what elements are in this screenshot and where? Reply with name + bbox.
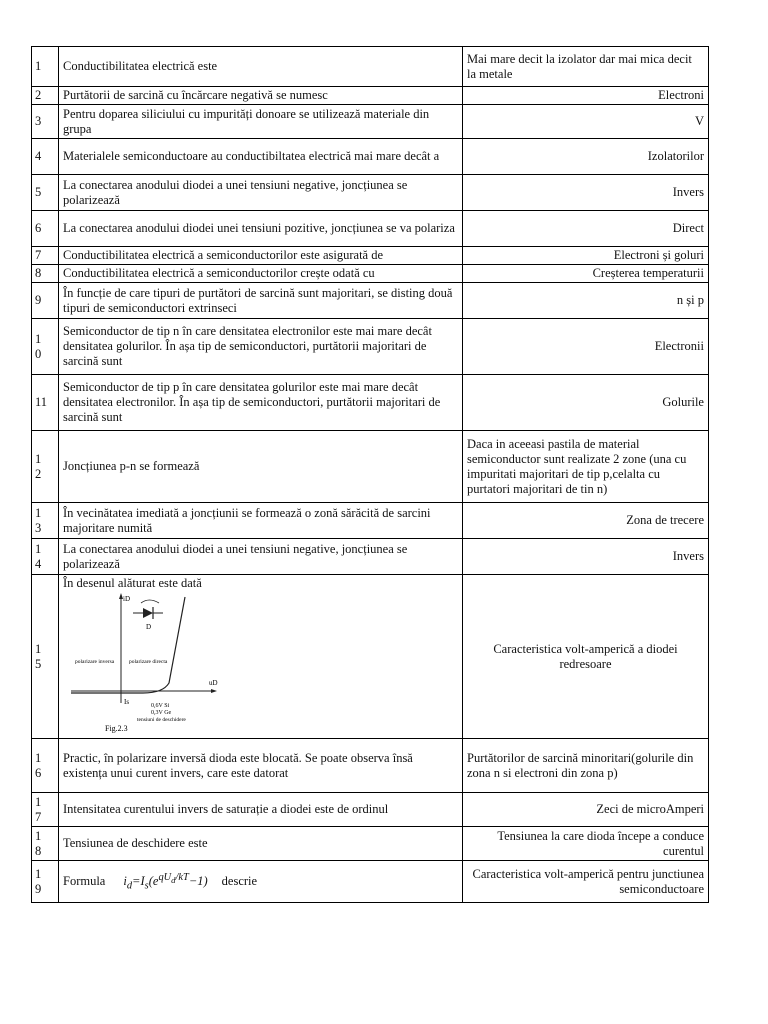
table-row xyxy=(32,319,709,375)
label-dir: polarizare directa xyxy=(129,659,168,665)
answer-cell: Electroni și goluri xyxy=(463,247,709,265)
row-number: 9 xyxy=(32,283,59,319)
table-row xyxy=(32,283,709,319)
table-row xyxy=(32,175,709,211)
row-number: 1 3 xyxy=(32,503,59,539)
label-d: D xyxy=(146,623,152,631)
question-cell: Conductibilitatea electrică a semiconductorilor crește odată cu xyxy=(59,265,463,283)
answer-cell: n și p xyxy=(463,283,709,319)
figure-caption: Fig.2.3 xyxy=(105,724,128,733)
row-number: 1 4 xyxy=(32,539,59,575)
question-text: În desenul alăturat este dată xyxy=(63,576,202,590)
table-row xyxy=(32,211,709,247)
question-cell: La conectarea anodului diodei a unei tensiuni negative, joncțiunea se polarizează xyxy=(59,539,463,575)
answer-cell: Direct xyxy=(463,211,709,247)
answer-cell: Purtătorilor de sarcină minoritari(golurile din zona n si electroni din zona p) xyxy=(463,739,709,793)
question-cell: În funcție de care tipuri de purtători de sarcină sunt majoritari, se disting două tipuri de semiconductori extrinseci xyxy=(59,283,463,319)
table-row xyxy=(32,139,709,175)
table-row xyxy=(32,105,709,139)
answer-cell: Creșterea temperaturii xyxy=(463,265,709,283)
answer-cell: V xyxy=(463,105,709,139)
question-cell: Conductibilitatea electrică a semiconductorilor este asigurată de xyxy=(59,247,463,265)
answer-cell: Mai mare decit la izolator dar mai mica decit la metale xyxy=(463,47,709,87)
table-row xyxy=(32,431,709,503)
table-row xyxy=(32,793,709,827)
iv-curve xyxy=(71,597,185,693)
row-number: 1 0 xyxy=(32,319,59,375)
row-number: 5 xyxy=(32,175,59,211)
row-number: 1 9 xyxy=(32,861,59,903)
question-cell: Purtătorii de sarcină cu încărcare negativă se numesc xyxy=(59,87,463,105)
table-row xyxy=(32,265,709,283)
row-number: 2 xyxy=(32,87,59,105)
row-number: 3 xyxy=(32,105,59,139)
answer-cell: Invers xyxy=(463,539,709,575)
question-cell: În vecinătatea imediată a joncțiunii se formează o zonă sărăcită de sarcini majoritare numită xyxy=(59,503,463,539)
answer-cell: Zeci de microAmperi xyxy=(463,793,709,827)
diode-iv-graph xyxy=(63,593,233,733)
label-id: iD xyxy=(123,595,130,603)
formula-prefix: Formula xyxy=(63,873,106,888)
label-is: Is xyxy=(124,698,130,706)
question-cell: Semiconductor de tip n în care densitatea electronilor este mai mare decât densitatea golurilor. În așa tip de semiconductori, purtătorii majoritari de sarcină sunt xyxy=(59,319,463,375)
row-number: 1 5 xyxy=(32,575,59,739)
table-row xyxy=(32,739,709,793)
row-number: 8 xyxy=(32,265,59,283)
row-number: 1 xyxy=(32,47,59,87)
table-row xyxy=(32,539,709,575)
row-number: 1 7 xyxy=(32,793,59,827)
x-axis-arrow xyxy=(211,689,217,693)
table-row xyxy=(32,247,709,265)
label-ge: 0,3V Ge xyxy=(151,710,172,716)
table-row xyxy=(32,503,709,539)
answer-cell: Electroni xyxy=(463,87,709,105)
answer-cell: Caracteristica volt-amperică a diodei redresoare xyxy=(463,575,709,739)
answer-cell: Invers xyxy=(463,175,709,211)
answer-cell: Golurile xyxy=(463,375,709,431)
label-ud: uD xyxy=(209,679,218,687)
question-cell: Tensiunea de deschidere este xyxy=(59,827,463,861)
question-cell: La conectarea anodului diodei a unei tensiuni negative, joncțiunea se polarizează xyxy=(59,175,463,211)
row-number: 1 2 xyxy=(32,431,59,503)
table-row xyxy=(32,47,709,87)
question-cell: Conductibilitatea electrică este xyxy=(59,47,463,87)
question-cell: Materialele semiconductoare au conductibiltatea electrică mai mare decât a xyxy=(59,139,463,175)
question-cell: Joncțiunea p-n se formează xyxy=(59,431,463,503)
table-row xyxy=(32,87,709,105)
diode-equation: $i_d=I_s(e^{qU_d/kT}-1)$ xyxy=(123,871,208,892)
answer-cell: Caracteristica volt-amperică pentru junctiunea semiconductoare xyxy=(463,861,709,903)
diode-symbol xyxy=(143,608,153,618)
question-cell: Intensitatea curentului invers de saturație a diodei este de ordinul xyxy=(59,793,463,827)
answer-cell: Electronii xyxy=(463,319,709,375)
question-cell xyxy=(59,575,463,739)
question-cell: La conectarea anodului diodei unei tensiuni pozitive, joncțiunea se va polariza xyxy=(59,211,463,247)
answer-cell: Tensiunea la care dioda începe a conduce curentul xyxy=(463,827,709,861)
label-si: 0,6V Si xyxy=(151,703,170,709)
label-inv: polarizare inversa xyxy=(75,659,115,665)
row-number: 4 xyxy=(32,139,59,175)
question-cell: Practic, în polarizare inversă dioda este blocată. Se poate observa însă existența unui curent invers, care este datorat xyxy=(59,739,463,793)
row-number: 1 6 xyxy=(32,739,59,793)
table-row xyxy=(32,861,709,903)
question-cell xyxy=(59,861,463,903)
question-cell: Pentru doparea siliciului cu impurități donoare se utilizează materiale din grupa xyxy=(59,105,463,139)
table-row xyxy=(32,827,709,861)
formula-suffix: descrie xyxy=(221,873,258,888)
qa-table xyxy=(31,46,709,903)
row-number: 1 8 xyxy=(32,827,59,861)
question-cell: Semiconductor de tip p în care densitatea golurilor este mai mare decât densitatea electronilor. În așa tip de semiconductori, purtătorii majoritari de sarcină sunt xyxy=(59,375,463,431)
row-number: 6 xyxy=(32,211,59,247)
table-row xyxy=(32,575,709,739)
row-number: 7 xyxy=(32,247,59,265)
answer-cell: Izolatorilor xyxy=(463,139,709,175)
label-td: tensiuni de deschidere xyxy=(137,717,186,723)
diode-characteristic-figure xyxy=(63,593,458,733)
table-row xyxy=(32,375,709,431)
answer-cell: Daca in aceeasi pastila de material semiconductor sunt realizate 2 zone (una cu impuritati majoritari de tip p,celalta cu purtatori majoritari de tin n) xyxy=(463,431,709,503)
answer-cell: Zona de trecere xyxy=(463,503,709,539)
row-number: 11 xyxy=(32,375,59,431)
